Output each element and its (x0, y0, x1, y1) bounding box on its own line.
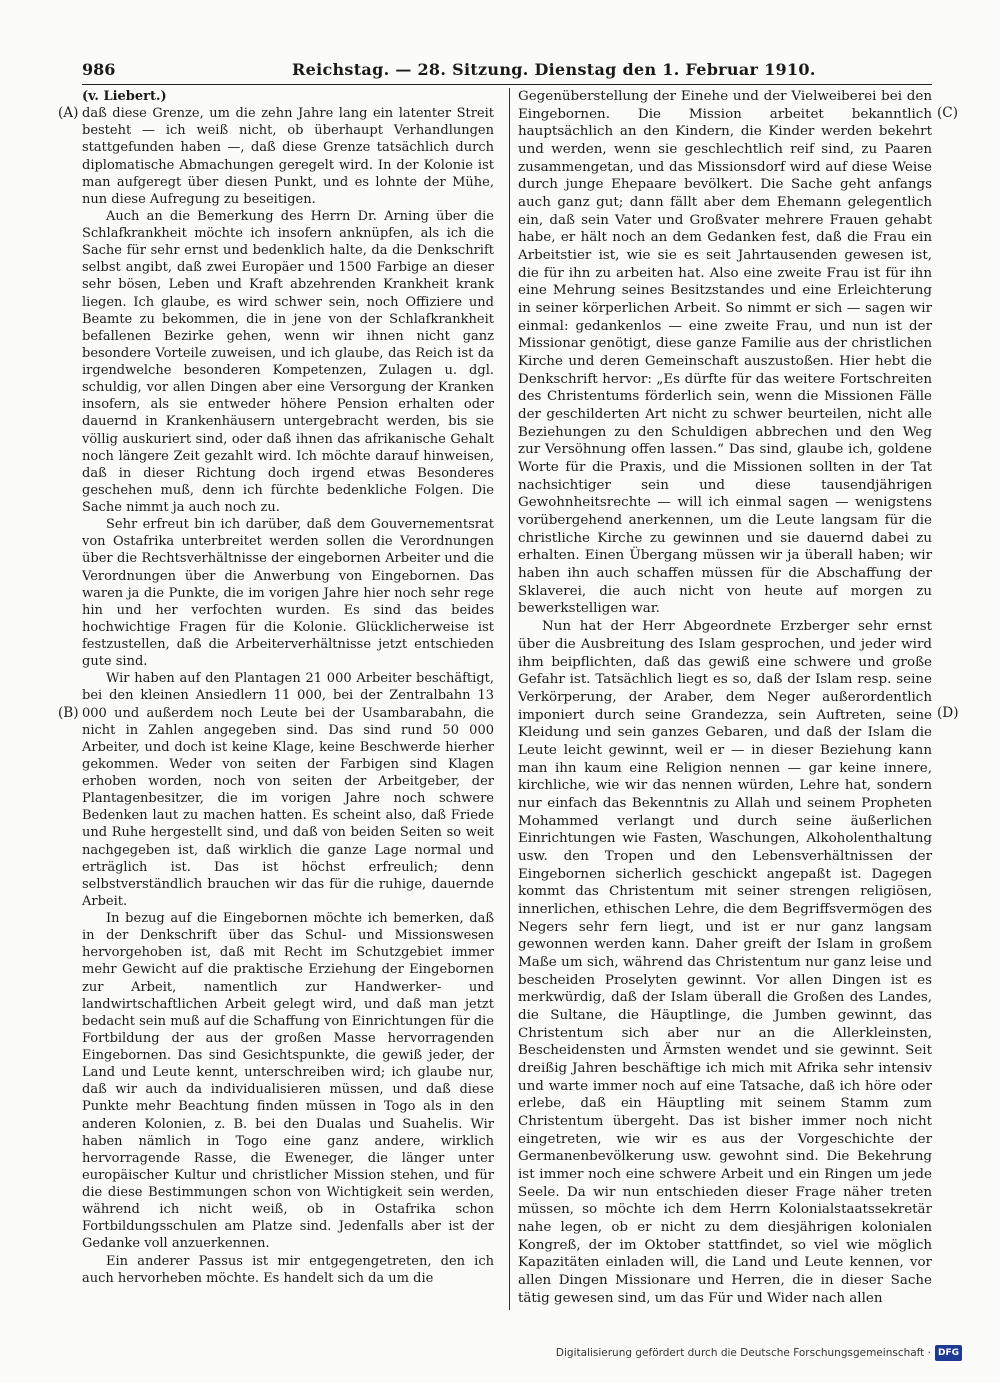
paragraph: Sehr erfreut bin ich darüber, daß dem Gouvernementsrat von Ostafrika unterbreitet werden sollen die Verordnungen über die Rechtsverhältnisse der eingebornen Arbeiter und die Verordnungen über die Anwerbung von Eingebornen. Das waren ja die Punkte, die im vorigen Jahre hier noch sehr rege hin und her verfochten wurden. Es sind das beides hochwichtige Fragen für die Kolonie. Glücklicherweise ist festzustellen, daß die Arbeiterverhältnisse jetzt entschieden gute sind. (82, 517, 494, 670)
paragraph: In bezug auf die Eingebornen möchte ich bemerken, daß in der Denkschrift über das Schul- und Missionswesen hervorgehoben ist, daß mit Recht im Schutzgebiet immer mehr Gewicht auf die praktische Erziehung der Eingebornen zur Arbeit, namentlich zur Handwerker- und landwirtschaftlichen Arbeit gelegt wird, und daß man jetzt bedacht sein muß auf die Schaffung von Einrichtungen für die Fortbildung der aus der großen Masse hervorragenden Eingebornen. Das sind Gesichtspunkte, die gewiß jeder, der Land und Leute kennt, unterschreiben wird; ich glaube nur, daß wir auch da individualisieren müssen, und daß diese Punkte mehr Beachtung finden müssen in Togo als in den anderen Kolonien, z. B. bei den Dualas und Suahelis. Wir haben nämlich in Togo eine ganz andere, wirklich hervorragende Rasse, die Eweneger, die länger unter europäischer Kultur und christlicher Mission stehen, und für die diese Bestimmungen schon von Wichtigkeit sein werden, während ich nicht weiß, ob in Ostafrika schon Fortbildungsschulen am Platze sind. Jedenfalls aber ist der Gedanke voll anzuerkennen. (82, 911, 494, 1252)
left-column (82, 88, 494, 1287)
margin-marker-b: (B) (58, 705, 79, 721)
right-column (518, 88, 932, 1307)
page-number: 986 (82, 60, 116, 79)
paragraph: Nun hat der Herr Abgeordnete Erzberger sehr ernst über die Ausbreitung des Islam gesprochen, und jeder wird ihm beipflichten, daß das gewiß eine schwere und große Gefahr ist. Tatsächlich liegt es so, daß der Islam resp. seine Verkörperung, der Araber, dem Neger außerordentlich imponiert durch seine Grandezza, sein Auftreten, seine Kleidung und sein ganzes Gebaren, und daß der Islam die Leute leicht gewinnt, weil er — in dieser Beziehung kann man ihn kaum eine Religion nennen — gar keine innere, kirchliche, wie wir das nennen würden, Lehre hat, sondern nur einfach das Bekenntnis zu Allah und seinem Propheten Mohammed verlangt und durch seine äußerlichen Einrichtungen wie Fasten, Waschungen, Alkoholenthaltung usw. den Tropen und den Lebensverhältnissen der Eingebornen sicherlich geschickt angepaßt ist. Dagegen kommt das Christentum mit seiner strengen religiösen, innerlichen, ethischen Lehre, die dem Begriffsvermögen des Negers sehr fern liegt, und ist er nur ganz langsam gewonnen werden kann. Daher greift der Islam in großem Maße um sich, während das Christentum nur ganz leise und bescheiden Proselyten gewinnt. Vor allen Dingen ist es merkwürdig, daß der Islam überall die Großen des Landes, die Sultane, die Häuptlinge, die Jumben gewinnt, das Christentum sich aber nur an die Allerkleinsten, Bescheidensten und Ärmsten wendet und sie gewinnt. Seit dreißig Jahren beschäftige ich mich mit Afrika sehr intensiv und warte immer noch auf eine Tatsache, daß ich höre oder erlebe, daß ein Häuptling mit seinem Stamm zum Christentum übergeht. Das ist bisher immer noch nicht eingetreten, wie wir es aus der Vorgeschichte der Germanenbevölkerung usw. gewohnt sind. Die Bekehrung ist immer noch eine schwere Arbeit und ein Ringen um jede Seele. Da wir nun entschieden dieser Frage näher treten müssen, so möchte ich dem Herrn Kolonialstaatssekretär nahe legen, ob er nicht zu dem diesjährigen kolonialen Kongreß, der im Oktober stattfindet, so viel wie möglich Kapazitäten einladen will, die Land und Leute kennen, vor allen Dingen Missionare und Herren, die in dieser Sache tätig gewesen sind, um das Für und Wider nach allen (518, 619, 932, 1306)
paragraph: Ein anderer Passus ist mir entgegengetreten, den ich auch hervorheben möchte. Es handelt sich da um die (82, 1253, 494, 1286)
column-divider (509, 88, 510, 1310)
header-rule (82, 84, 932, 85)
dfg-logo-icon: DFG (935, 1345, 962, 1361)
paragraph: daß diese Grenze, um die zehn Jahre lang ein latenter Streit besteht — ich weiß nicht, ob überhaupt Verhandlungen stattgefunden haben —, daß diese Grenze tatsächlich durch diplomatische Abmachungen geregelt wird. In der Kolonie ist man aufgeregt über diesen Punkt, und es lohnte der Mühe, nun diese Aufregung zu beseitigen. (82, 106, 494, 207)
paragraph: Wir haben auf den Plantagen 21 000 Arbeiter beschäftigt, bei den kleinen Ansiedlern 11 000, bei der Zentralbahn 13 000 und außerdem noch Leute bei der Usambarabahn, die nicht in Zahlen angegeben sind. Das sind rund 50 000 Arbeiter, und doch ist keine Klage, keine Beschwerde hierher gekommen. Weder von seiten der Farbigen sind Klagen erhoben worden, noch von seiten der Arbeitgeber, der Plantagenbesitzer, die im vorigen Jahre noch schwere Bedenken laut zu machen hatten. Es scheint also, daß Friede und Ruhe hergestellt sind, und daß von beiden Seiten so weit nachgegeben ist, daß wirklich die ganze Lage normal und erträglich ist. Das ist höchst erfreulich; denn selbstverständlich brauchen wir das für die ruhige, dauernde Arbeit. (82, 671, 494, 909)
paragraph: Gegenüberstellung der Einehe und der Vielweiberei bei den Eingebornen. Die Mission arbeitet bekanntlich hauptsächlich an den Kindern, die Kinder werden bekehrt und werden, wenn sie geschlechtlich reif sind, zu Paaren zusammengetan, und das Missionsdorf wird auf diese Weise durch junge Ehepaare bevölkert. Die Sache geht anfangs auch ganz gut; dann fällt aber dem Ehemann gelegentlich ein, daß sein Vater und Großvater mehrere Frauen gehabt habe, er hält noch an dem Gedanken fest, daß die Frau ein Arbeitstier ist, wie sie es seit Jahrtausenden gewesen ist, die für ihn zu arbeiten hat. Also eine zweite Frau ist für ihn eine Mehrung seines Besitzstandes und eine Erleichterung in seiner körperlichen Arbeit. So nimmt er sich — sagen wir einmal: gedankenlos — eine zweite Frau, und nun ist der Missionar genötigt, diese ganze Familie aus der christlichen Kirche und deren Gemeinschaft auszustoßen. Hier hebt die Denkschrift hervor: „Es dürfte für das weitere Fortschreiten des Christentums förderlich sein, wenn die Missionen Fälle der geschilderten Art nicht zu schwer beurteilen, nicht alle Beziehungen zu den Schuldigen abbrechen und den Weg zur Versöhnung offen lassen.“ Das sind, glaube ich, goldene Worte für die Praxis, und die Missionen sollten in der Tat nachsichtiger sein und diese tausendjährigen Gewohnheitsrechte — will ich einmal sagen — wenigstens vorübergehend anerkennen, um die Leute langsam für die christliche Kirche zu gewinnen und sie dauernd dabei zu erhalten. Einen Übergang müssen wir ja überall haben; wir haben ihn auch schaffen müssen für die Abschaffung der Sklaverei, die auch nicht von heute auf morgen zu bewerkstelligen war. (518, 89, 932, 617)
margin-marker-c: (C) (937, 105, 959, 121)
running-title: Reichstag. — 28. Sitzung. Dienstag den 1. Februar 1910. (292, 60, 816, 79)
paragraph: Auch an die Bemerkung des Herrn Dr. Arning über die Schlafkrankheit möchte ich insofern anknüpfen, als ich die Sache für sehr ernst und bedenklich halte, da die Denkschrift selbst angibt, daß zwei Europäer und 1500 Farbige an dieser sehr bösen, Leben und Kraft abzehrenden Krankheit krank liegen. Ich glaube, es wird schwer sein, noch Offiziere und Beamte zu bekommen, die in jene von der Schlafkrankheit befallenen Bezirke gehen, wenn wir ihnen nicht ganz besondere Vorteile zuweisen, und ich glaube, das Reich ist da irgendwelche besonderen Kompetenzen, Zulagen u. dgl. schuldig, vor allen Dingen aber eine Versorgung der Kranken insofern, als sie entweder höhere Pension erhalten oder dauernd in Krankenhäusern untergebracht werden, bis sie völlig auskuriert sind, oder daß ihnen das afrikanische Gehalt noch längere Zeit gezahlt wird. Ich möchte darauf hinweisen, daß in dieser Richtung doch irgend etwas Besonderes geschehen muß, denn ich fürchte bedenkliche Folgen. Die Sache nimmt ja auch noch zu. (82, 208, 494, 515)
page-header (82, 60, 930, 84)
credit-text: Digitalisierung gefördert durch die Deutsche Forschungsgemeinschaft · (555, 1347, 931, 1359)
speaker-label: (v. Liebert.) (82, 89, 167, 104)
margin-marker-d: (D) (937, 705, 959, 721)
digitization-credit (556, 1342, 962, 1364)
margin-marker-a: (A) (58, 105, 79, 121)
